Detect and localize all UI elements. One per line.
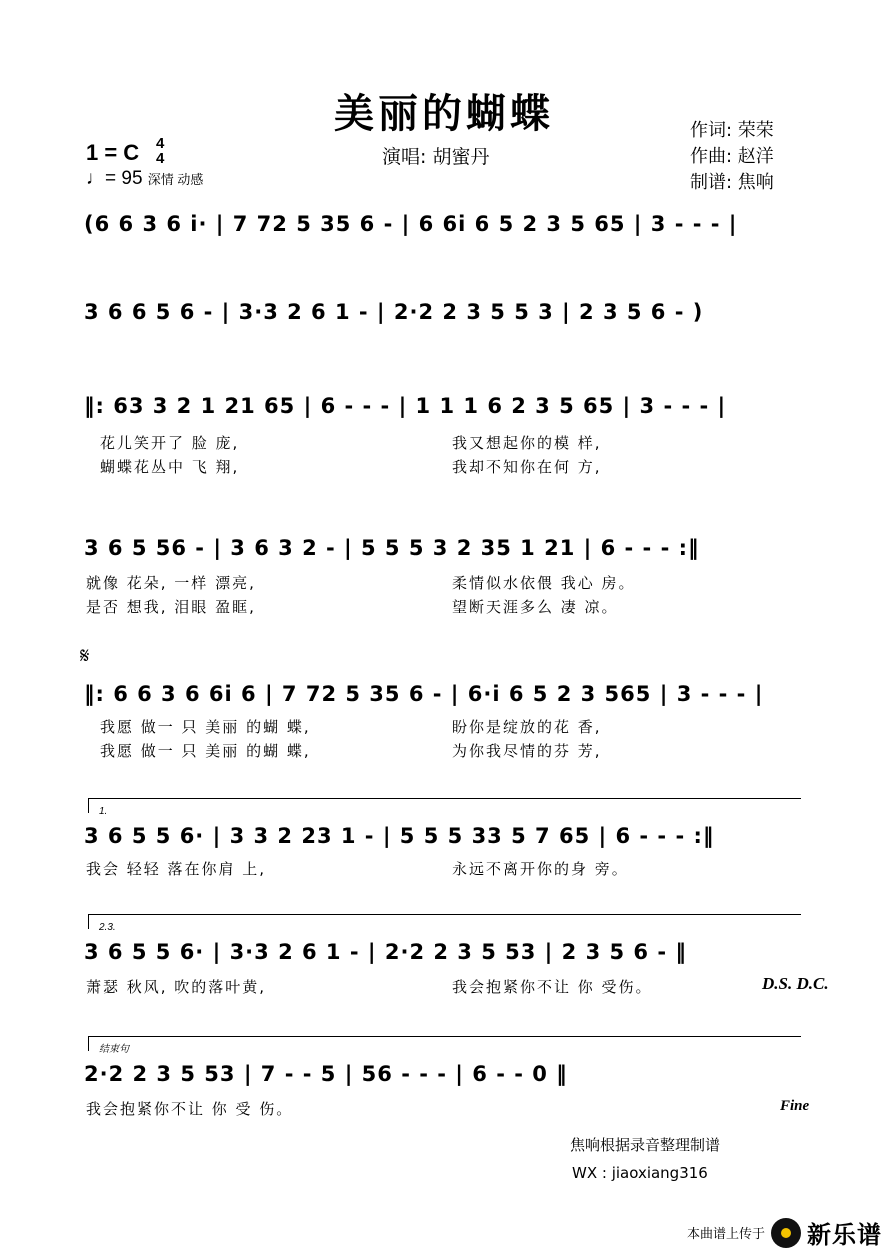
segno-mark: 𝄋 [80, 644, 90, 669]
wechat-id: WX : jiaoxiang316 [572, 1164, 708, 1182]
system-4-lyric-2b: 望断天涯多么 凄 凉。 [452, 598, 619, 616]
system-5-lyric-2a: 我愿 做一 只 美丽 的蝴 蝶, [100, 742, 311, 760]
tempo-mark [86, 168, 203, 190]
system-3-lyric-2a: 蝴蝶花丛中 飞 翔, [100, 458, 240, 476]
system-2-notes: 3 6 6 5 6 - | 3·3 2 6 1 - | 2·2 2 3 5 5 3 | 2 3 5 6 - ) [84, 300, 704, 324]
brand-name: 新乐谱 [807, 1221, 882, 1249]
system-4-lyric-1a: 就像 花朵, 一样 漂亮, [86, 574, 256, 592]
lyricist-credit: 作词: 荣荣 [690, 120, 774, 141]
system-5-lyric-1b: 盼你是绽放的花 香, [452, 718, 602, 736]
system-6-lyric-a: 我会 轻轻 落在你肩 上, [86, 860, 267, 878]
system-7-lyric-b: 我会抱紧你不让 你 受伤。 [452, 978, 653, 996]
system-3-lyric-1b: 我又想起你的模 样, [452, 434, 602, 452]
expression-mark: 深情 动感 [147, 172, 204, 187]
fine-mark: Fine [780, 1098, 810, 1114]
score-title: 美丽的蝴蝶 [334, 90, 554, 137]
system-3-notes: ‖: 63 3 2 1 21 65 | 6 - - - | 1 1 1 6 2 3 5 65 | 3 - - - | [84, 394, 727, 418]
site-logo[interactable] [687, 1215, 882, 1250]
system-7-notes: 3 6 5 5 6· | 3·3 2 6 1 - | 2·2 2 3 5 53 | 2 3 5 6 - ‖ [84, 940, 687, 964]
system-4-lyric-2a: 是否 想我, 泪眼 盈眶, [86, 598, 256, 616]
coda-bracket [88, 1036, 801, 1055]
tempo-value: ♩= 95 [86, 168, 143, 189]
arranger-credit: 制谱: 焦响 [690, 172, 774, 193]
composer-credit: 作曲: 赵洋 [690, 146, 774, 167]
system-3-lyric-1a: 花儿笑开了 脸 庞, [100, 434, 240, 452]
time-bottom: 4 [156, 150, 165, 167]
key-signature: 1 = C [86, 140, 140, 165]
vinyl-icon [771, 1218, 801, 1248]
system-6-lyric-b: 永远不离开你的身 旁。 [452, 860, 629, 878]
system-3-lyric-2b: 我却不知你在何 方, [452, 458, 602, 476]
time-top: 4 [156, 135, 165, 152]
first-ending-label: 1. [99, 806, 108, 817]
system-4-lyric-1b: 柔情似水依偎 我心 房。 [452, 574, 636, 592]
ds-dc-mark: D.S. D.C. [762, 974, 829, 993]
system-5-lyric-1a: 我愿 做一 只 美丽 的蝴 蝶, [100, 718, 311, 736]
uploaded-to-label: 本曲谱上传于 [686, 1227, 765, 1242]
system-8-lyric: 我会抱紧你不让 你 受 伤。 [86, 1100, 294, 1118]
transcription-note: 焦响根据录音整理制谱 [570, 1136, 721, 1154]
system-5-notes: ‖: 6 6 3 6 6i 6 | 7 72 5 35 6 - | 6·i 6 5 2 3 565 | 3 - - - | [84, 682, 764, 706]
system-6-notes: 3 6 5 5 6· | 3 3 2 23 1 - | 5 5 5 33 5 7 65 | 6 - - - :‖ [84, 824, 715, 848]
first-ending-bracket [88, 798, 801, 817]
singer-credit: 演唱: 胡蜜丹 [382, 146, 490, 168]
coda-label: 结束句 [99, 1044, 129, 1055]
second-ending-bracket [88, 914, 801, 933]
system-5-lyric-2b: 为你我尽情的芬 芳, [452, 742, 602, 760]
time-signature [156, 136, 164, 166]
system-7-lyric-a: 萧瑟 秋风, 吹的落叶黄, [86, 978, 267, 996]
system-4-notes: 3 6 5 56 - | 3 6 3 2 - | 5 5 5 3 2 35 1 21 | 6 - - - :‖ [84, 536, 700, 560]
system-1-notes: (6 6 3 6 i· | 7 72 5 35 6 - | 6 6i 6 5 2 3 5 65 | 3 - - - | [84, 212, 738, 236]
second-ending-label: 2.3. [99, 922, 116, 933]
system-8-notes: 2·2 2 3 5 53 | 7 - - 5 | 56 - - - | 6 - - 0 ‖ [84, 1062, 568, 1086]
